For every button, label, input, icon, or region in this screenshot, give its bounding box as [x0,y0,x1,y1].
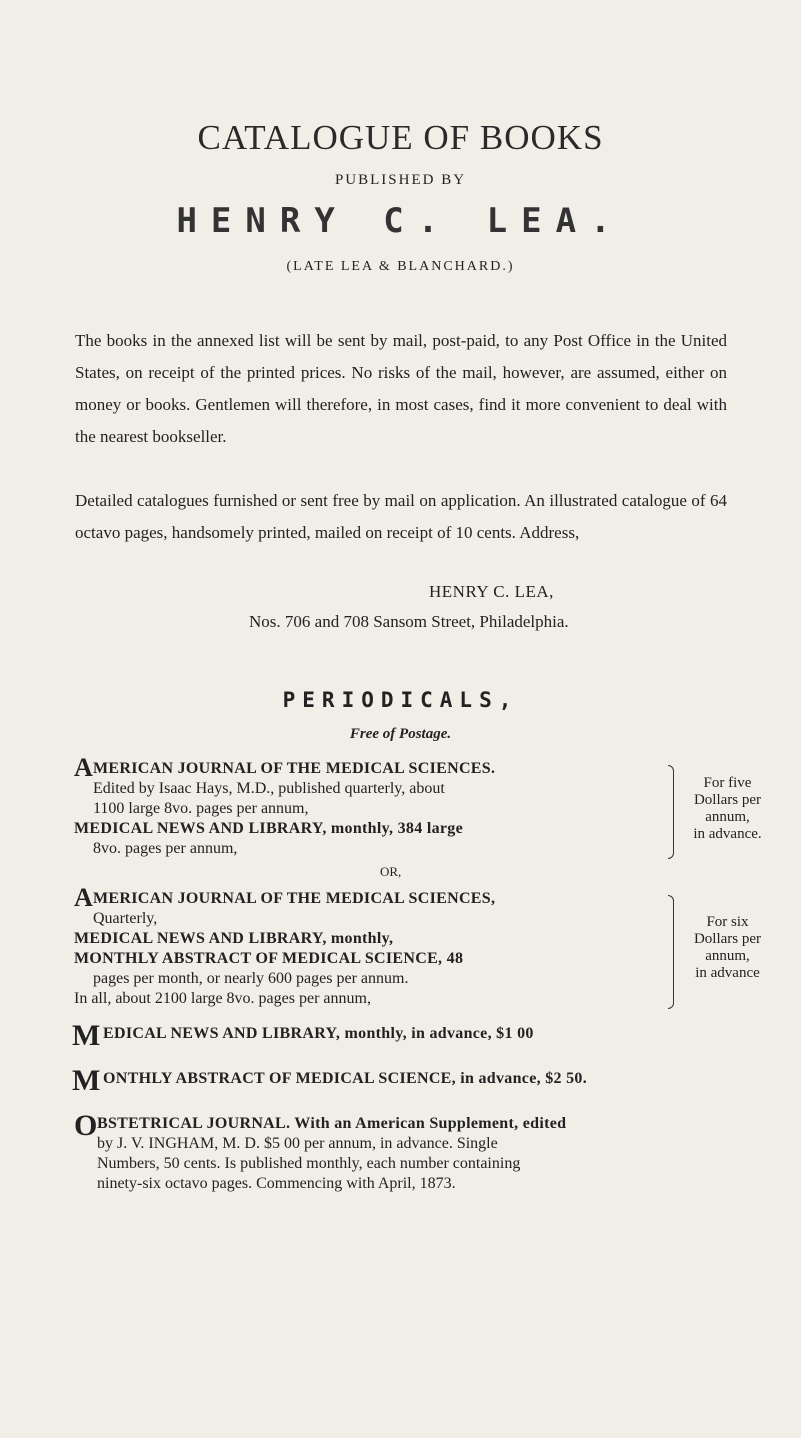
drop-cap: O [74,1109,98,1142]
drop-cap: M [72,1019,101,1052]
offer2-brace [668,895,674,1009]
intro-paragraph-catalogues: Detailed catalogues furnished or sent free by mail on application. An illustrated catalogue of 64 octavo pages, handsomely printed, mailed on receipt of 10 cents. Address, [75,491,727,542]
offer2-term-line: For six [706,914,749,930]
obstetrical-line1: BSTETRICAL JOURNAL. With an American Supplement, edited [97,1115,567,1132]
offer2-term-line: Dollars per [693,931,762,947]
offer2-line3: MEDICAL NEWS AND LIBRARY, monthly, [74,930,394,947]
offer2-line2: Quarterly, [93,910,158,927]
obstetrical-line3: Numbers, 50 cents. Is published monthly, each number containing [97,1155,521,1172]
offer1-line2: Edited by Isaac Hays, M.D., published quarterly, about [93,780,445,797]
offer2-line4: MONTHLY ABSTRACT OF MEDICAL SCIENCE, 48 [74,950,464,967]
free-of-postage-subheading: Free of Postage. [349,726,452,742]
offer2-line6: In all, about 2100 large 8vo. pages per annum, [74,990,371,1007]
offer1-line5: 8vo. pages per annum, [93,840,238,857]
obstetrical-line2: by J. V. INGHAM, M. D. $5 00 per annum, in advance. Single [97,1135,498,1152]
offer2-terms [680,914,775,982]
publisher-name: HENRY C. LEA. [176,201,625,241]
offer1-term-line: in advance. [693,826,762,842]
intro-paragraph-mail: The books in the annexed list will be sent by mail, post-paid, to any Post Office in the United States, on receipt of the printed prices. No risks of the mail, however, are assumed, either on money or books. Gentlemen will therefore, in most cases, find it more convenient to deal with the nearest bookseller. [75,331,727,446]
signature-name: HENRY C. LEA, [429,582,554,601]
offer1-term-line: For five [703,775,752,791]
drop-cap: M [72,1064,101,1097]
offer1-terms [680,775,775,843]
drop-cap: A [74,883,93,912]
signature-address: Nos. 706 and 708 Sansom Street, Philadelphia. [249,612,569,631]
offer1-line1: MERICAN JOURNAL OF THE MEDICAL SCIENCES. [93,760,496,777]
offer1-term-line: Dollars per [693,792,762,808]
offer1-term-line: annum, [705,809,750,825]
offer1-line3: 1100 large 8vo. pages per annum, [93,800,309,817]
published-by-label: PUBLISHED BY [334,172,467,188]
page-title: CATALOGUE OF BOOKS [197,118,604,157]
or-separator: OR, [380,864,402,879]
monthly-abstract-text: ONTHLY ABSTRACT OF MEDICAL SCIENCE, in advance, $2 50. [103,1070,587,1087]
offer1-brace [668,765,674,859]
offer1-line4: MEDICAL NEWS AND LIBRARY, monthly, 384 large [74,820,463,837]
periodicals-heading: PERIODICALS, [282,688,519,712]
obstetrical-line4: ninety-six octavo pages. Commencing with April, 1873. [97,1175,456,1192]
offer2-term-line: annum, [705,948,750,964]
drop-cap: A [74,753,93,782]
medical-news-text: EDICAL NEWS AND LIBRARY, monthly, in advance, $1 00 [103,1025,534,1042]
former-firm-note: (LATE LEA & BLANCHARD.) [286,259,515,274]
offer2-term-line: in advance [695,965,760,981]
offer2-line1: MERICAN JOURNAL OF THE MEDICAL SCIENCES, [93,890,496,907]
offer2-line5: pages per month, or nearly 600 pages per annum. [93,970,409,987]
